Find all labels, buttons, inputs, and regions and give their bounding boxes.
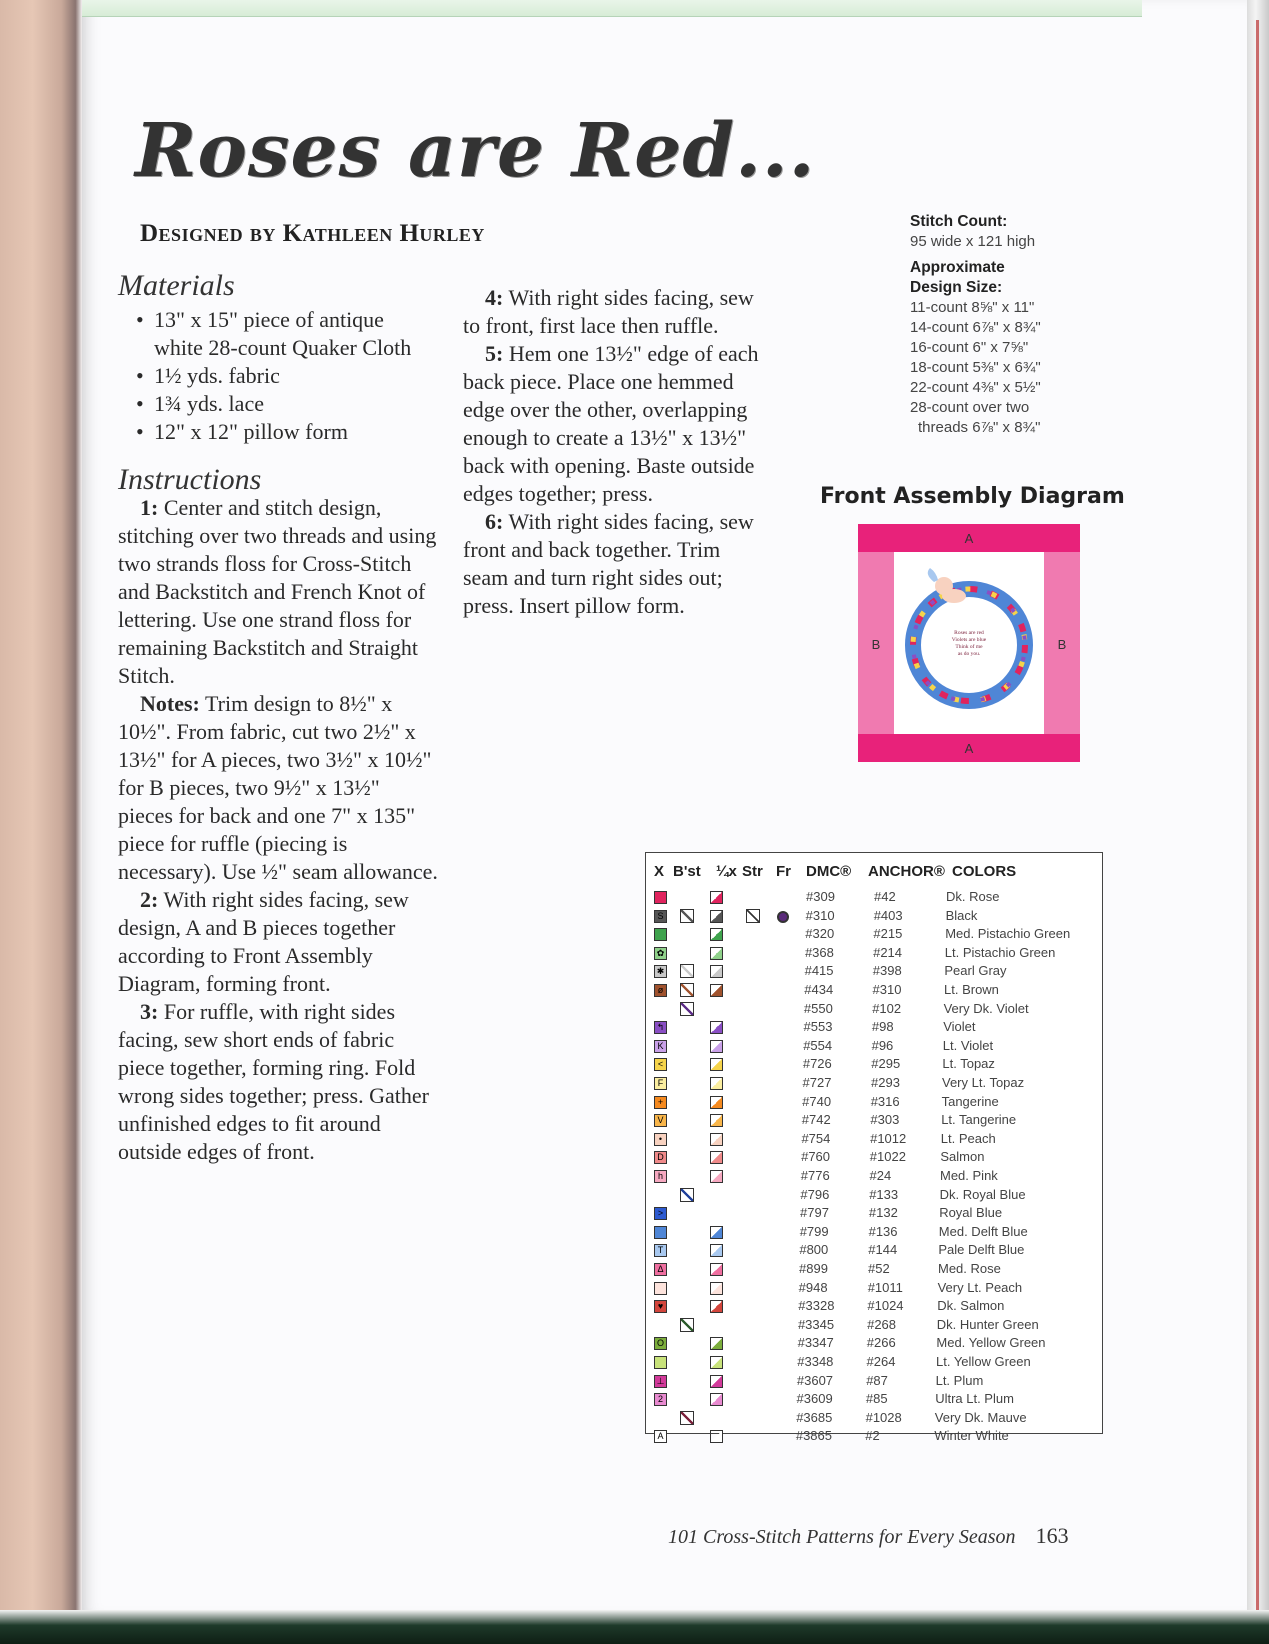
dmc-number: #3865: [795, 1428, 832, 1444]
dmc-number: #3347: [797, 1335, 834, 1351]
table-row: [646, 1298, 1102, 1317]
table-row: [646, 1187, 1102, 1206]
table-row: [646, 1019, 1102, 1038]
table-row: [646, 963, 1102, 982]
table-row: [646, 1075, 1102, 1094]
color-name: Med. Rose: [938, 1261, 1001, 1276]
anchor-number: #1012: [870, 1130, 907, 1146]
dmc-number: #760: [801, 1149, 831, 1165]
anchor-number: #102: [872, 1000, 902, 1016]
table-row: [646, 945, 1102, 964]
color-name: Med. Pink: [940, 1168, 998, 1183]
quarter-stitch-icon: [710, 965, 723, 978]
anchor-number: #303: [870, 1112, 900, 1128]
anchor-number: #215: [873, 926, 903, 942]
color-name: Dk. Rose: [946, 889, 1000, 904]
stitch-count-box: [910, 212, 1110, 438]
page-edge-line: [1256, 20, 1259, 1620]
color-name: Very Lt. Peach: [937, 1279, 1023, 1295]
cross-stitch-symbol: V: [654, 1114, 667, 1127]
dmc-number: #742: [801, 1112, 831, 1128]
size-row: 22-count 4⅜" x 5½": [910, 379, 1041, 396]
size-row: 28-count over two: [910, 399, 1030, 416]
col-straight: Str: [742, 863, 763, 880]
anchor-number: #268: [867, 1316, 897, 1332]
quarter-stitch-icon: [710, 1170, 723, 1183]
anchor-number: #2: [865, 1428, 880, 1444]
color-name: Very Dk. Mauve: [934, 1409, 1027, 1425]
step-text: Hem one 13½" edge of each back piece. Place one hemmed edge over the other, overlapping enough to create a 13½" x 13½" back with opening. Baste outside edges together; press.: [463, 341, 759, 506]
dmc-number: #554: [803, 1037, 833, 1053]
notes-label: Notes:: [140, 691, 200, 716]
color-name: Black: [945, 907, 978, 923]
anchor-number: #96: [871, 1037, 894, 1053]
table-row: [646, 1391, 1102, 1410]
anchor-number: #295: [871, 1056, 901, 1072]
dmc-number: #309: [806, 889, 835, 904]
dmc-number: #797: [800, 1205, 829, 1221]
designer-byline: Designed by Kathleen Hurley: [140, 220, 485, 247]
color-name: Very Dk. Violet: [943, 1000, 1029, 1016]
quarter-stitch-icon: [710, 1244, 723, 1257]
stitch-count-label: Stitch Count:: [910, 213, 1008, 230]
book-bottom-edge: [0, 1610, 1269, 1644]
wreath-verse: Roses are red: [954, 630, 984, 636]
cross-stitch-symbol: ⊥: [654, 1375, 667, 1388]
table-row: [646, 1056, 1102, 1075]
cross-stitch-symbol: D: [654, 1151, 667, 1164]
anchor-number: #214: [873, 944, 903, 960]
backstitch-line-icon: [680, 964, 694, 978]
anchor-number: #133: [869, 1186, 899, 1202]
quarter-stitch-icon: [710, 910, 723, 923]
table-row: [646, 1261, 1102, 1280]
cross-stitch-symbol: [654, 1356, 667, 1369]
col-x: X: [654, 863, 665, 880]
anchor-number: #264: [866, 1354, 896, 1369]
cross-stitch-symbol: h: [654, 1170, 667, 1183]
cross-stitch-symbol: Δ: [654, 1263, 667, 1276]
anchor-number: #24: [869, 1168, 892, 1183]
left-column: [118, 269, 438, 1166]
anchor-number: #1011: [867, 1279, 903, 1295]
cross-stitch-symbol: [654, 1282, 667, 1295]
color-name: Dk. Salmon: [937, 1298, 1005, 1314]
color-name: Dk. Royal Blue: [939, 1186, 1026, 1202]
cross-stitch-symbol: 2: [654, 1393, 667, 1406]
color-name: Med. Pistachio Green: [945, 926, 1071, 942]
anchor-number: #266: [866, 1335, 896, 1351]
step-text: With right sides facing, sew front and back together. Trim seam and turn right sides out; press. Insert pillow form.: [463, 509, 754, 618]
quarter-stitch-icon: [710, 1226, 723, 1239]
materials-heading: Materials: [118, 269, 235, 302]
notes: [118, 690, 438, 886]
quarter-stitch-icon: [710, 1077, 723, 1090]
color-name: Very Lt. Topaz: [942, 1075, 1025, 1090]
front-assembly-diagram: [858, 524, 1080, 762]
cross-stitch-symbol: [654, 1226, 667, 1239]
anchor-number: #136: [868, 1223, 898, 1239]
dmc-number: #3345: [797, 1316, 835, 1332]
backstitch-line-icon: [680, 909, 694, 923]
straight-stitch-icon: [746, 909, 760, 923]
color-name: Lt. Peach: [940, 1130, 996, 1146]
dmc-number: #754: [801, 1130, 831, 1146]
color-name: Ultra Lt. Plum: [935, 1391, 1014, 1407]
cross-stitch-symbol: ✱: [654, 965, 667, 978]
color-name: Med. Yellow Green: [936, 1335, 1046, 1351]
quarter-stitch-icon: [710, 1096, 723, 1109]
color-name: Tangerine: [941, 1093, 999, 1109]
size-row: threads 6⅞" x 8¾": [918, 419, 1041, 436]
quarter-stitch-icon: [710, 1356, 723, 1369]
stitch-count-value: 95 wide x 121 high: [910, 233, 1036, 250]
list-item: • 1½ yds. fabric: [136, 362, 438, 390]
anchor-number: #398: [872, 963, 902, 979]
dmc-number: #899: [799, 1261, 828, 1276]
col-anchor: ANCHOR®: [868, 863, 945, 880]
step-label: 1:: [140, 495, 159, 520]
quarter-stitch-icon: [710, 1337, 723, 1350]
cross-stitch-symbol: O: [654, 1337, 667, 1350]
color-name: Lt. Brown: [944, 982, 999, 997]
dmc-number: #3607: [796, 1372, 834, 1388]
table-row: [646, 926, 1102, 945]
step-text: Center and stitch design, stitching over two threads and using two strands floss for Cross-Stitch and Backstitch and French Knot of lettering. Use one strand floss for remaining Backstitch and Straight Stitch.: [118, 495, 437, 688]
table-row: [646, 1224, 1102, 1243]
book-title: 101 Cross-Stitch Patterns for Every Season: [668, 1526, 1016, 1548]
size-row: 11-count 8⅝" x 11": [910, 299, 1035, 316]
anchor-number: #42: [874, 889, 896, 904]
step-text: With right sides facing, sew to front, first lace then ruffle.: [463, 285, 754, 338]
quarter-stitch-icon: [710, 984, 723, 997]
backstitch-line-icon: [680, 1002, 694, 1016]
cross-stitch-symbol: [654, 891, 667, 904]
dmc-number: #3348: [797, 1354, 834, 1369]
dmc-number: #796: [800, 1186, 830, 1202]
step-label: 6:: [485, 509, 504, 534]
quarter-stitch-icon: [710, 1133, 723, 1146]
cross-stitch-symbol: ↰: [654, 1021, 667, 1034]
dmc-number: #310: [805, 907, 835, 923]
dmc-number: #553: [803, 1019, 833, 1035]
backstitch-line-icon: [680, 983, 694, 997]
step-text: With right sides facing, sew design, A and B pieces together according to Front Assembly Diagram, forming front.: [118, 887, 409, 996]
color-name: Violet: [943, 1019, 976, 1035]
anchor-number: #310: [872, 982, 902, 997]
step-label: 4:: [485, 285, 504, 310]
dmc-number: #550: [803, 1000, 833, 1016]
quarter-stitch-icon: [710, 1021, 723, 1034]
step-6: [463, 508, 768, 620]
color-name: Lt. Plum: [935, 1372, 984, 1388]
french-knot-icon: [777, 911, 789, 923]
diagram-title: Front Assembly Diagram: [820, 484, 1125, 509]
step-label: 3:: [140, 999, 159, 1024]
dmc-number: #799: [799, 1223, 829, 1239]
color-name: Med. Delft Blue: [938, 1223, 1028, 1239]
quarter-stitch-icon: [710, 1430, 723, 1443]
dmc-number: #726: [802, 1056, 832, 1072]
table-row: [646, 1112, 1102, 1131]
step-label: 2:: [140, 887, 159, 912]
label-b-right: B: [1057, 637, 1067, 652]
table-row: [646, 1242, 1102, 1261]
table-row: [646, 1149, 1102, 1168]
cross-stitch-symbol: ✿: [654, 947, 667, 960]
color-name: Lt. Violet: [942, 1037, 994, 1053]
step-1: [118, 494, 438, 690]
dmc-number: #800: [799, 1242, 829, 1258]
table-row: [646, 1094, 1102, 1113]
color-name: Dk. Hunter Green: [936, 1316, 1039, 1332]
step-2: [118, 886, 438, 998]
dmc-number: #3328: [798, 1298, 835, 1314]
table-row: [646, 1168, 1102, 1187]
dmc-number: #948: [798, 1279, 828, 1295]
cross-stitch-symbol: <: [654, 1058, 667, 1071]
cross-stitch-symbol: [654, 928, 667, 941]
table-row: [646, 908, 1102, 927]
color-name: Lt. Topaz: [942, 1056, 995, 1072]
anchor-number: #403: [873, 907, 903, 923]
anchor-number: #1028: [865, 1409, 902, 1425]
dmc-number: #727: [802, 1075, 832, 1090]
backstitch-line-icon: [680, 1188, 694, 1202]
dmc-number: #776: [800, 1168, 830, 1183]
list-item: • 13" x 15" piece of antique white 28-count Quaker Cloth: [136, 306, 438, 362]
quarter-stitch-icon: [710, 891, 723, 904]
col-french-knot: Fr: [776, 863, 791, 880]
col-dmc: DMC®: [806, 863, 852, 880]
quarter-stitch-icon: [710, 1300, 723, 1313]
col-backstitch: B'st: [673, 863, 701, 880]
color-name: Lt. Tangerine: [941, 1112, 1017, 1128]
color-name: Lt. Yellow Green: [936, 1354, 1031, 1369]
anchor-number: #316: [870, 1093, 900, 1109]
page-number: 163: [1035, 1523, 1069, 1548]
step-5: [463, 340, 768, 508]
dmc-number: #740: [802, 1093, 832, 1109]
anchor-number: #87: [866, 1372, 888, 1388]
quarter-stitch-icon: [710, 1375, 723, 1388]
label-a-top: A: [964, 531, 974, 546]
wreath-verse: as do you.: [957, 651, 981, 657]
table-row: [646, 1131, 1102, 1150]
quarter-stitch-icon: [710, 1393, 723, 1406]
table-row: [646, 889, 1102, 908]
dmc-number: #3609: [796, 1391, 833, 1407]
wreath-verse: Think of me: [955, 644, 983, 650]
cross-stitch-symbol: >: [654, 1207, 667, 1220]
quarter-stitch-icon: [710, 1058, 723, 1071]
design-size-label: Approximate: [910, 259, 1005, 276]
step-3: [118, 998, 438, 1166]
quarter-stitch-icon: [710, 928, 723, 941]
size-row: 14-count 6⅞" x 8¾": [910, 319, 1041, 336]
backstitch-line-icon: [680, 1318, 694, 1332]
list-item: • 1¾ yds. lace: [136, 390, 438, 418]
wreath-verse: Violets are blue: [951, 637, 987, 643]
cross-stitch-symbol: F: [654, 1077, 667, 1090]
cross-stitch-symbol: •: [654, 1133, 667, 1146]
book-spine: [0, 0, 82, 1644]
quarter-stitch-icon: [710, 1282, 723, 1295]
color-name: Winter White: [934, 1428, 1009, 1444]
top-rule: [82, 0, 1142, 17]
label-b-left: B: [871, 637, 881, 652]
backstitch-line-icon: [680, 1411, 694, 1425]
size-row: 18-count 5⅜" x 6¾": [910, 359, 1041, 376]
step-text: For ruffle, with right sides facing, sew short ends of fabric piece together, forming ring. Fold wrong sides together; press. Gather unfinished edges to fit around outside edges of front.: [118, 999, 429, 1164]
notes-text: Trim design to 8½" x 10½". From fabric, cut two 2½" x 13½" for A pieces, two 3½" x 10½" for B pieces, two 9½" x 13½" pieces for back and one 7" x 135" piece for ruffle (piecing is necessary). Use ½" seam allowance.: [118, 691, 438, 884]
anchor-number: #132: [868, 1205, 898, 1221]
color-name: Royal Blue: [939, 1205, 1003, 1221]
table-row: [646, 1373, 1102, 1392]
table-row: [646, 1410, 1102, 1429]
quarter-stitch-icon: [710, 1040, 723, 1053]
color-name: Pale Delft Blue: [938, 1242, 1025, 1258]
table-row: [646, 1335, 1102, 1354]
cross-stitch-symbol: K: [654, 1040, 667, 1053]
step-label: 5:: [485, 341, 504, 366]
label-a-bottom: A: [964, 741, 974, 756]
anchor-number: #1022: [869, 1149, 906, 1165]
cross-stitch-symbol: A: [654, 1430, 667, 1443]
dmc-number: #320: [805, 926, 835, 942]
anchor-number: #144: [868, 1242, 898, 1258]
cross-stitch-symbol: ♥: [654, 1300, 667, 1313]
cross-stitch-symbol: S: [654, 910, 667, 923]
page-title: Roses are Red...: [135, 108, 816, 194]
table-row: [646, 1205, 1102, 1224]
cross-stitch-symbol: ø: [654, 984, 667, 997]
color-name: Pearl Gray: [944, 963, 1007, 979]
anchor-number: #85: [865, 1391, 888, 1407]
materials-list: [136, 306, 438, 446]
quarter-stitch-icon: [710, 1263, 723, 1276]
cross-stitch-symbol: T: [654, 1244, 667, 1257]
table-row: [646, 1001, 1102, 1020]
quarter-stitch-icon: [710, 1151, 723, 1164]
color-key-table: [645, 852, 1103, 1444]
anchor-number: #52: [868, 1261, 890, 1276]
size-row: 16-count 6" x 7⅝": [910, 339, 1029, 356]
table-row: [646, 1317, 1102, 1336]
quarter-stitch-icon: [710, 947, 723, 960]
table-row: [646, 982, 1102, 1001]
key-header-row: [646, 863, 1102, 885]
dmc-number: #368: [804, 944, 834, 960]
anchor-number: #98: [871, 1019, 894, 1035]
table-row: [646, 1428, 1102, 1447]
anchor-number: #293: [871, 1075, 900, 1090]
cross-stitch-symbol: +: [654, 1096, 667, 1109]
quarter-stitch-icon: [710, 1114, 723, 1127]
step-4: [463, 284, 768, 340]
col-quarter: ¼x: [716, 863, 737, 880]
list-item: • 12" x 12" pillow form: [136, 418, 438, 446]
dmc-number: #3685: [796, 1409, 833, 1425]
anchor-number: #1024: [867, 1298, 904, 1314]
dmc-number: #434: [804, 982, 834, 997]
page-footer: [668, 1523, 1069, 1549]
middle-column: [463, 284, 768, 620]
col-colors: COLORS: [952, 863, 1017, 880]
table-row: [646, 1354, 1102, 1373]
table-row: [646, 1038, 1102, 1057]
color-name: Lt. Pistachio Green: [944, 944, 1056, 960]
table-row: [646, 1280, 1102, 1299]
dmc-number: #415: [804, 963, 834, 979]
color-name: Salmon: [940, 1149, 985, 1165]
design-size-label: Design Size:: [910, 279, 1003, 296]
instructions-heading: Instructions: [118, 463, 262, 496]
